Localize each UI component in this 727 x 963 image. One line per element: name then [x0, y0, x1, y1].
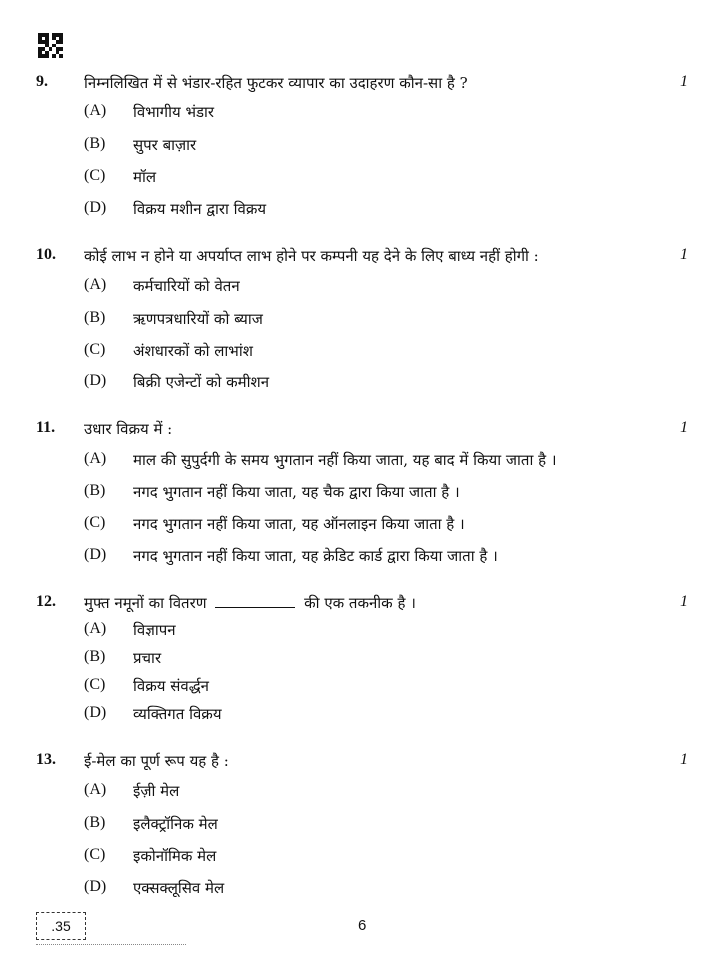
question-number: 13.: [36, 751, 56, 768]
option-label: (A): [84, 102, 107, 119]
option-label: (A): [84, 450, 107, 467]
option-text: नगद भुगतान नहीं किया जाता, यह चैक द्वारा किया जाता है ।: [133, 483, 460, 501]
question-marks: 1: [680, 593, 688, 610]
option-text: नगद भुगतान नहीं किया जाता, यह ऑनलाइन किया जाता है ।: [133, 515, 465, 533]
option-text: इकोनॉमिक मेल: [133, 847, 217, 865]
question-number: 11.: [36, 419, 56, 436]
option-label: (A): [84, 276, 107, 293]
option-label: (C): [84, 167, 106, 184]
question-text: [84, 593, 416, 613]
qr-code-icon: [38, 33, 63, 58]
option-text: व्यक्तिगत विक्रय: [133, 705, 222, 723]
question-text-after-blank: की एक तकनीक है ।: [304, 594, 416, 612]
option-text: अंशधारकों को लाभांश: [133, 342, 253, 360]
option-label: (C): [84, 341, 106, 358]
option-text: ईज़ी मेल: [133, 782, 180, 800]
option-text: सुपर बाज़ार: [133, 136, 197, 154]
question-text: कोई लाभ न होने या अपर्याप्त लाभ होने पर कम्पनी यह देने के लिए बाध्य नहीं होगी :: [84, 247, 539, 265]
option-label: (B): [84, 135, 106, 152]
page-number: 6: [358, 917, 367, 934]
option-text: बिक्री एजेन्टों को कमीशन: [133, 373, 270, 391]
option-text: विभागीय भंडार: [133, 103, 215, 121]
option-label: (D): [84, 199, 107, 216]
option-label: (D): [84, 372, 107, 389]
question-number: 12.: [36, 593, 56, 610]
option-text: नगद भुगतान नहीं किया जाता, यह क्रेडिट कार्ड द्वारा किया जाता है ।: [133, 547, 498, 565]
question-number: 9.: [36, 73, 48, 90]
option-text: इलैक्ट्रॉनिक मेल: [133, 815, 218, 833]
question-text-before-blank: मुफ्त नमूनों का वितरण: [84, 594, 207, 612]
option-label: (C): [84, 676, 106, 693]
option-text: विज्ञापन: [133, 621, 176, 639]
option-text: विक्रय मशीन द्वारा विक्रय: [133, 200, 267, 218]
paper-code-box: .35: [36, 912, 86, 940]
question-marks: 1: [680, 73, 688, 90]
option-text: विक्रय संवर्द्धन: [133, 677, 210, 695]
option-text: मॉल: [133, 168, 157, 186]
question-text: ई-मेल का पूर्ण रूप यह है :: [84, 752, 229, 770]
question-marks: 1: [680, 246, 688, 263]
option-label: (C): [84, 846, 106, 863]
option-label: (B): [84, 814, 106, 831]
option-label: (A): [84, 620, 107, 637]
option-text: एक्सक्लूसिव मेल: [133, 879, 225, 897]
option-label: (C): [84, 514, 106, 531]
fill-in-blank: [215, 607, 295, 608]
question-marks: 1: [680, 751, 688, 768]
question-text: निम्नलिखित में से भंडार-रहित फुटकर व्यापार का उदाहरण कौन-सा है ?: [84, 74, 468, 92]
option-text: कर्मचारियों को वेतन: [133, 277, 240, 295]
option-label: (D): [84, 546, 107, 563]
option-text: माल की सुपुर्दगी के समय भुगतान नहीं किया जाता, यह बाद में किया जाता है ।: [133, 451, 557, 469]
option-label: (A): [84, 781, 107, 798]
option-text: ऋणपत्रधारियों को ब्याज: [133, 310, 263, 328]
option-text: प्रचार: [133, 649, 162, 667]
question-text: उधार विक्रय में :: [84, 420, 173, 438]
option-label: (B): [84, 482, 106, 499]
question-marks: 1: [680, 419, 688, 436]
footer-divider: [36, 944, 186, 947]
option-label: (B): [84, 309, 106, 326]
question-number: 10.: [36, 246, 56, 263]
option-label: (D): [84, 704, 107, 721]
option-label: (D): [84, 878, 107, 895]
option-label: (B): [84, 648, 106, 665]
